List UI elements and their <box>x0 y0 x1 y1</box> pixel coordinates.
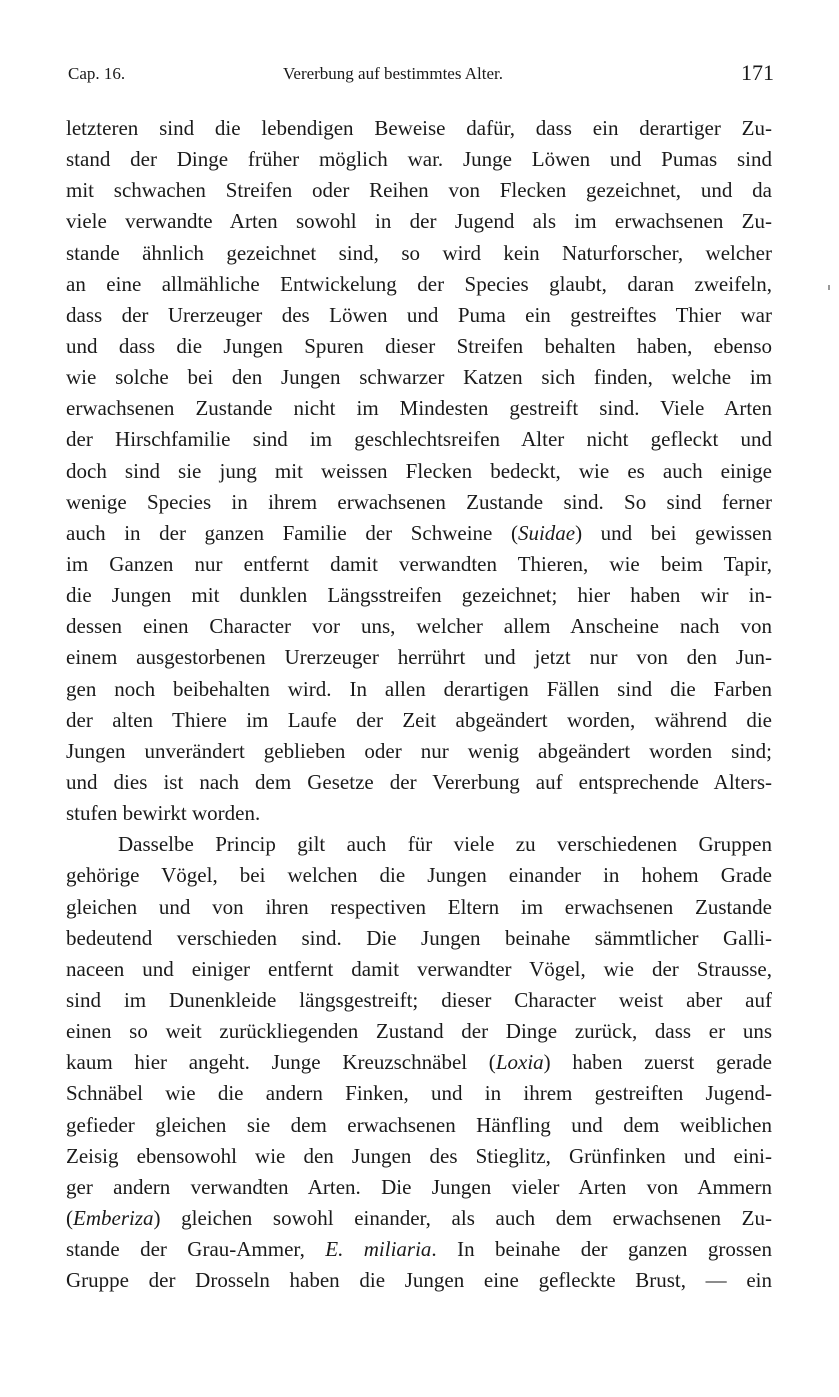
text-line: Zeisig ebensowohl wie den Jungen des Stieglitz, Grünfinken und eini- <box>66 1143 772 1168</box>
text-line: kaum hier angeht. Junge Kreuzschnäbel (Loxia) haben zuerst gerade <box>66 1050 772 1075</box>
text-line: und dass die Jungen Spuren dieser Streifen behalten haben, ebenso <box>66 333 772 358</box>
text-line: und dies ist nach dem Gesetze der Vererbung auf entsprechende Alters- <box>66 769 772 794</box>
text-line: Gruppe der Drosseln haben die Jungen eine gefleckte Brust, — ein <box>66 1268 772 1293</box>
paragraph-start-line: Dasselbe Princip gilt auch für viele zu verschiedenen Gruppen <box>118 832 772 857</box>
text-line: ger andern verwandten Arten. Die Jungen vieler Arten von Ammern <box>66 1174 772 1199</box>
text-line: gen noch beibehalten wird. In allen derartigen Fällen sind die Farben <box>66 676 772 701</box>
text-line: der Hirschfamilie sind im geschlechtsreifen Alter nicht gefleckt und <box>66 427 772 452</box>
running-header <box>68 60 774 90</box>
text-line: der alten Thiere im Laufe der Zeit abgeändert worden, während die <box>66 707 772 732</box>
text-line: bedeutend verschieden sind. Die Jungen beinahe sämmtlicher Galli- <box>66 925 772 950</box>
text-line: stand der Dinge früher möglich war. Junge Löwen und Pumas sind <box>66 147 772 172</box>
text-line: (Emberiza) gleichen sowohl einander, als auch dem erwachsenen Zu- <box>66 1205 772 1230</box>
body-text <box>66 113 772 1296</box>
text-line: an eine allmähliche Entwickelung der Species glaubt, daran zweifeln, <box>66 271 772 296</box>
text-line: im Ganzen nur entfernt damit verwandten Thieren, wie beim Tapir, <box>66 551 772 576</box>
running-title: Vererbung auf bestimmtes Alter. <box>283 64 504 83</box>
text-line: einem ausgestorbenen Urerzeuger herrührt und jetzt nur von den Jun- <box>66 645 772 670</box>
text-line: dessen einen Character vor uns, welcher allem Anscheine nach von <box>66 614 772 639</box>
text-line: wie solche bei den Jungen schwarzer Katzen sich finden, welche im <box>66 365 772 390</box>
text-line: gleichen und von ihren respectiven Eltern im erwachsenen Zustande <box>66 894 772 919</box>
text-line: Schnäbel wie die andern Finken, und in ihrem gestreiften Jugend- <box>66 1081 772 1106</box>
text-line: stande ähnlich gezeichnet sind, so wird kein Naturforscher, welcher <box>66 240 772 265</box>
text-line: doch sind sie jung mit weissen Flecken bedeckt, wie es auch einige <box>66 458 772 483</box>
text-line: viele verwandte Arten sowohl in der Jugend als im erwachsenen Zu- <box>66 209 772 234</box>
chapter-label: Cap. 16. <box>68 64 126 83</box>
text-line: gehörige Vögel, bei welchen die Jungen einander in hohem Grade <box>66 863 772 888</box>
text-line: auch in der ganzen Familie der Schweine (Suidae) und bei gewissen <box>66 520 772 545</box>
text-line: wenige Species in ihrem erwachsenen Zustande sind. So sind ferner <box>66 489 772 514</box>
text-line: naceen und einiger entfernt damit verwandter Vögel, wie der Strausse, <box>66 956 772 981</box>
text-line: dass der Urerzeuger des Löwen und Puma ein gestreiftes Thier war <box>66 302 772 327</box>
page-number: 171 <box>741 60 774 85</box>
text-line: gefieder gleichen sie dem erwachsenen Hänfling und dem weiblichen <box>66 1112 772 1137</box>
scan-speck <box>828 285 830 290</box>
text-line: einen so weit zurückliegenden Zustand der Dinge zurück, dass er uns <box>66 1019 772 1044</box>
text-line: erwachsenen Zustande nicht im Mindesten gestreift sind. Viele Arten <box>66 396 772 421</box>
text-line: stande der Grau-Ammer, E. miliaria. In beinahe der ganzen grossen <box>66 1237 772 1262</box>
paragraph-end-line: stufen bewirkt worden. <box>66 801 261 826</box>
text-line: sind im Dunenkleide längsgestreift; dieser Character weist aber auf <box>66 987 772 1012</box>
text-line: letzteren sind die lebendigen Beweise dafür, dass ein derartiger Zu- <box>66 116 772 140</box>
text-line: die Jungen mit dunklen Längsstreifen gezeichnet; hier haben wir in- <box>66 583 772 608</box>
text-line: Jungen unverändert geblieben oder nur wenig abgeändert worden sind; <box>66 738 772 763</box>
text-line: mit schwachen Streifen oder Reihen von Flecken gezeichnet, und da <box>66 178 772 203</box>
